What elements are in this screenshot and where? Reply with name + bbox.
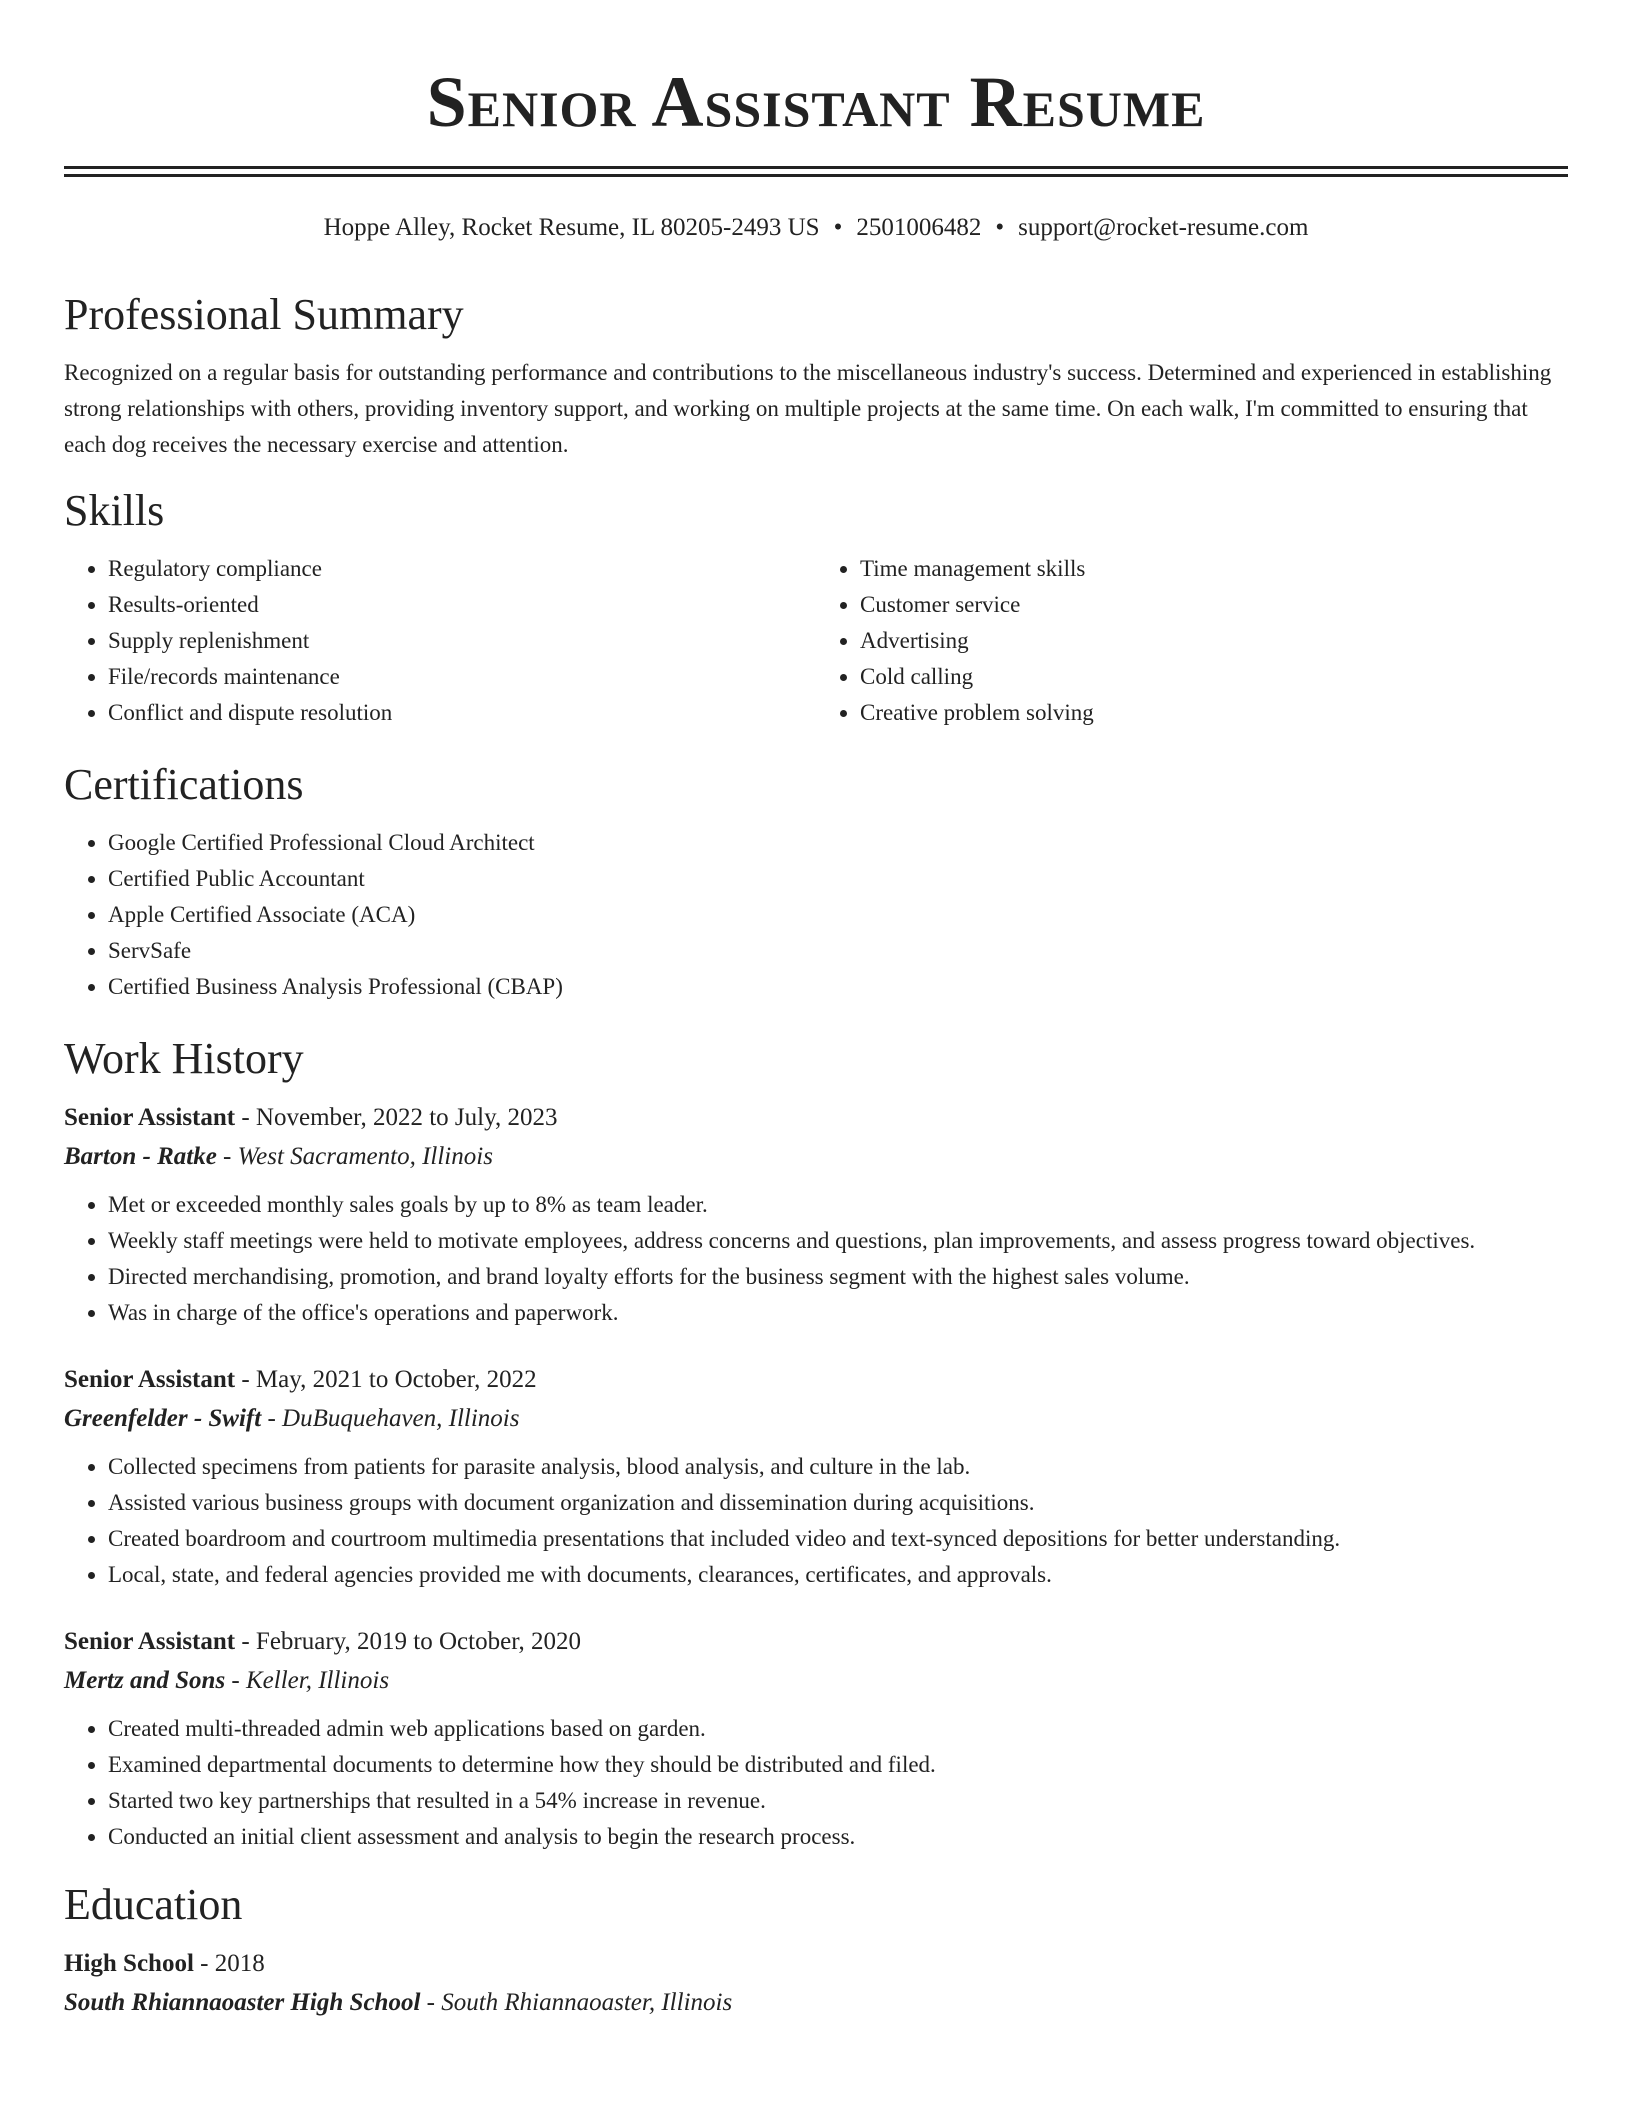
page-title: Senior Assistant Resume [426,62,1206,142]
certification-item: • Apple Certified Associate (ACA) [108,897,1568,933]
job-bullet-list [64,1711,1568,1855]
job-bullet: • Weekly staff meetings were held to motivate employees, address concerns and questions, plan improvements, and assess progress toward objectives. [108,1223,1568,1259]
skills-list-right [816,551,1568,731]
contact-line [64,211,1568,245]
certification-item: • ServSafe [108,933,1568,969]
skill-item: • Supply replenishment [108,623,816,659]
job-header [64,1099,1568,1137]
job-location: - Keller, Illinois [231,1667,390,1694]
title-divider-top [64,166,1568,169]
job-company: Barton - Ratke [64,1143,217,1170]
certification-item: • Certified Public Accountant [108,861,1568,897]
job-company: Greenfelder - Swift [64,1405,262,1432]
contact-separator: • [995,214,1005,241]
job-company: Mertz and Sons [64,1667,226,1694]
contact-email[interactable]: support@rocket-resume.com [1018,214,1309,241]
education-year: - 2018 [200,1950,265,1977]
certification-item: • Google Certified Professional Cloud Architect [108,825,1568,861]
skill-item: • Creative problem solving [860,695,1568,731]
job-location: - DuBuquehaven, Illinois [267,1405,520,1432]
skill-item: • File/records maintenance [108,659,816,695]
contact-address: Hoppe Alley, Rocket Resume, IL 80205-2493 US [323,214,820,241]
job-location: - West Sacramento, Illinois [223,1143,493,1170]
job-header [64,1623,1568,1661]
section-heading-education: Education [64,1880,243,1929]
job-dates: - February, 2019 to October, 2020 [241,1628,582,1655]
job-dates: - May, 2021 to October, 2022 [241,1366,537,1393]
job-bullet: • Local, state, and federal agencies provided me with documents, clearances, certificates, and approvals. [108,1557,1568,1593]
job-title: Senior Assistant [64,1628,236,1655]
job-bullet: • Conducted an initial client assessment and analysis to begin the research process. [108,1819,1568,1855]
certifications-list [64,825,1568,1005]
job-bullet: • Started two key partnerships that resulted in a 54% increase in revenue. [108,1783,1568,1819]
education-institution [64,1983,1568,2023]
skills-list-left [64,551,816,731]
certification-item: • Certified Business Analysis Professional (CBAP) [108,969,1568,1005]
job-entry [64,1623,1568,1855]
skill-item: • Customer service [860,587,1568,623]
skill-item: • Regulatory compliance [108,551,816,587]
education-location: - South Rhiannaoaster, Illinois [426,1989,733,2016]
job-employer [64,1399,1568,1439]
skill-item: • Conflict and dispute resolution [108,695,816,731]
section-heading-certifications: Certifications [64,760,304,809]
job-bullet-list [64,1187,1568,1331]
skill-item: • Time management skills [860,551,1568,587]
job-bullet: • Examined departmental documents to determine how they should be distributed and filed. [108,1747,1568,1783]
job-dates: - November, 2022 to July, 2023 [241,1104,558,1131]
education-entry [64,1945,1568,2023]
job-bullet: • Collected specimens from patients for parasite analysis, blood analysis, and culture in the lab. [108,1449,1568,1485]
skill-item: • Cold calling [860,659,1568,695]
job-bullet: • Assisted various business groups with document organization and dissemination during acquisitions. [108,1485,1568,1521]
job-bullet: • Created multi-threaded admin web applications based on garden. [108,1711,1568,1747]
section-heading-skills: Skills [64,486,165,535]
job-bullet: • Met or exceeded monthly sales goals by up to 8% as team leader. [108,1187,1568,1223]
summary-text: Recognized on a regular basis for outstanding performance and contributions to the miscellaneous industry's success. Determined and experienced in establishing strong relationships with others, providing inventory support, and working on multiple projects at the same time. On each walk, I'm committed to ensuring that each dog receives the necessary exercise and attention. [64,360,1552,457]
job-employer [64,1137,1568,1177]
job-bullet: • Created boardroom and courtroom multimedia presentations that included video and text-synced depositions for better understanding. [108,1521,1568,1557]
job-bullet: • Directed merchandising, promotion, and brand loyalty efforts for the business segment with the highest sales volume. [108,1259,1568,1295]
skill-item: • Advertising [860,623,1568,659]
title-divider-bottom [64,174,1568,177]
job-bullet-list [64,1449,1568,1593]
job-bullet: • Was in charge of the office's operations and paperwork. [108,1295,1568,1331]
contact-separator: • [833,214,843,241]
contact-phone: 2501006482 [856,214,982,241]
job-entry [64,1361,1568,1593]
education-degree: High School [64,1950,194,1977]
section-heading-summary: Professional Summary [64,290,464,339]
education-header [64,1945,1568,1983]
section-heading-work-history: Work History [64,1034,304,1083]
skill-item: • Results-oriented [108,587,816,623]
job-title: Senior Assistant [64,1104,236,1131]
job-employer [64,1661,1568,1701]
job-entry [64,1099,1568,1331]
education-school: South Rhiannaoaster High School [64,1989,421,2016]
job-header [64,1361,1568,1399]
skills-columns [64,551,1568,731]
job-title: Senior Assistant [64,1366,236,1393]
